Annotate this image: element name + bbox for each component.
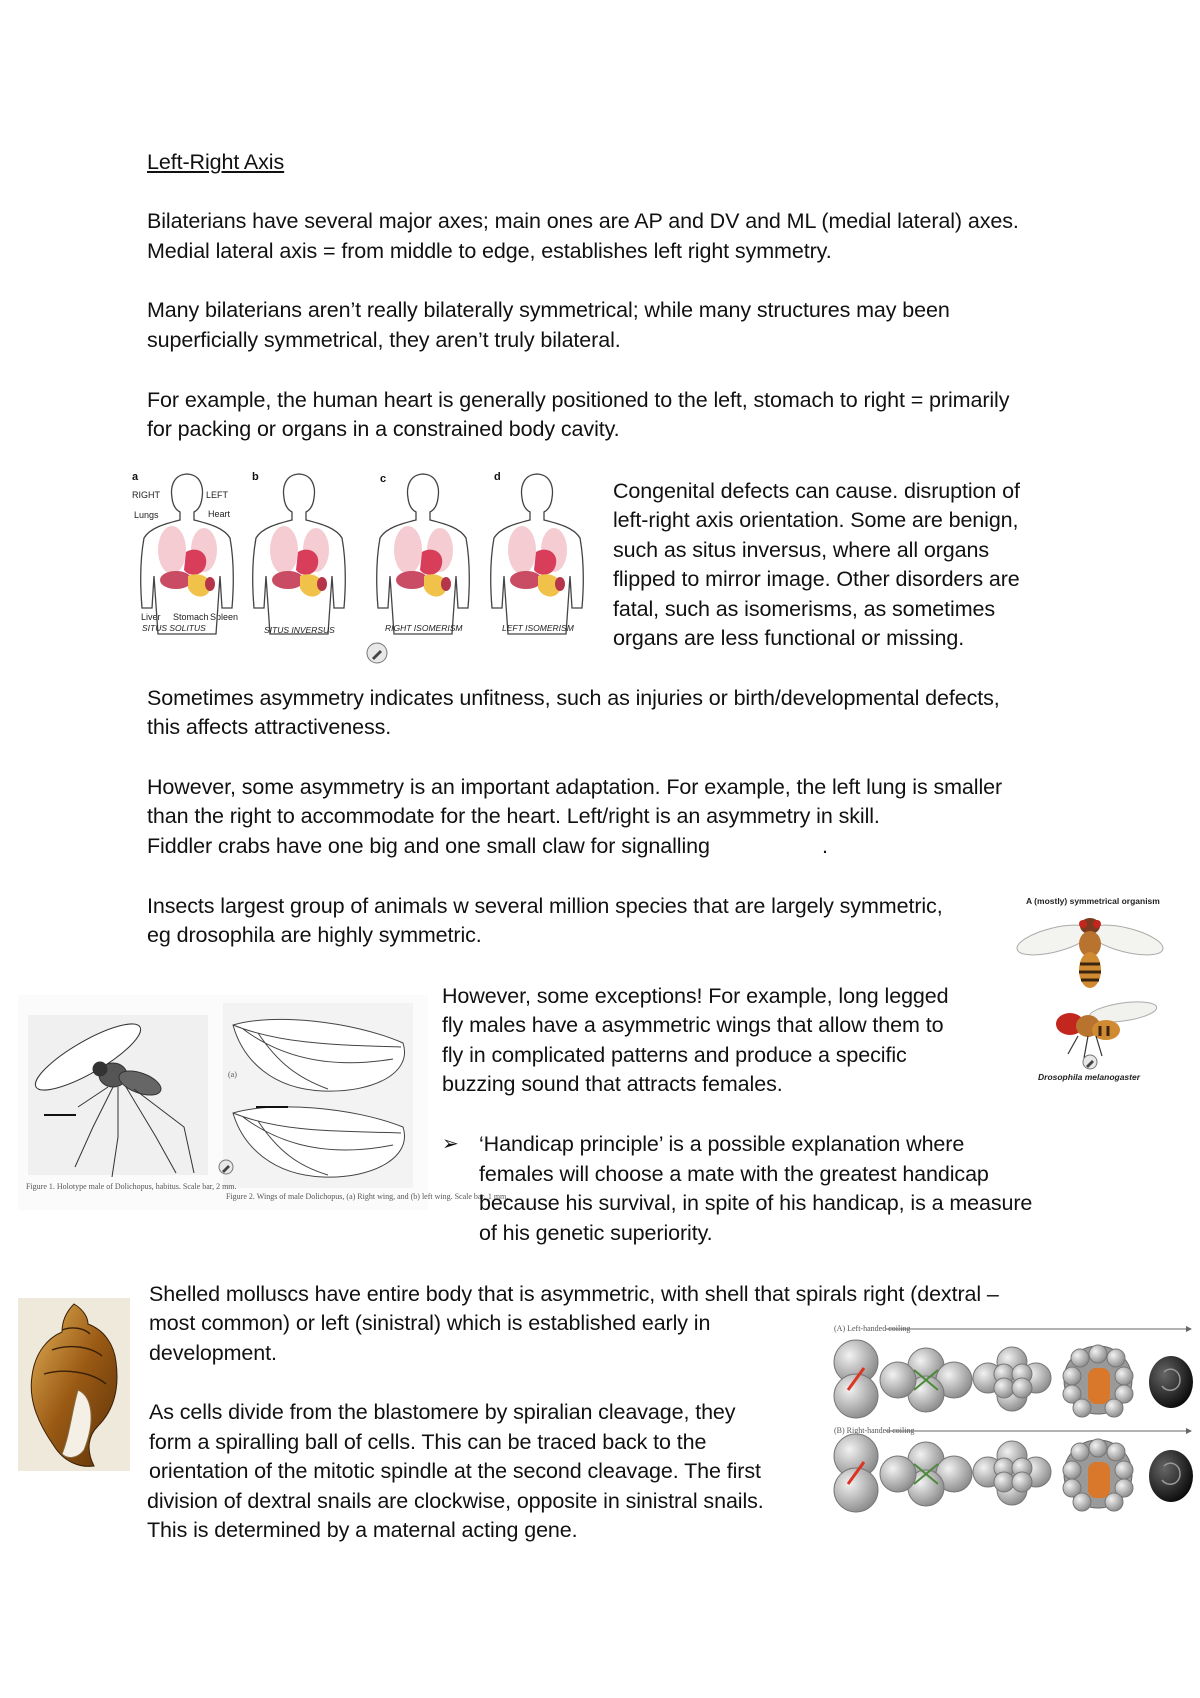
text-line: Insects largest group of animals w several million species that are largely symmetric, [147, 894, 943, 918]
text-line: most common) or left (sinistral) which is established early in [149, 1311, 711, 1335]
text-line: orientation of the mitotic spindle at the second cleavage. The first [149, 1459, 761, 1483]
figure-caption: SITUS INVERSUS [264, 625, 335, 635]
long-legged-fly-figure [18, 995, 509, 1210]
label-heart: Heart [208, 509, 231, 519]
text-line: Sometimes asymmetry indicates unfitness, such as injuries or birth/developmental defects, [147, 686, 1000, 710]
text-line: Many bilaterians aren’t really bilaterally symmetrical; while many structures may been [147, 298, 950, 322]
label-lungs: Lungs [134, 510, 159, 520]
text-line: Shelled molluscs have entire body that is asymmetric, with shell that spirals right (dextral – [149, 1282, 999, 1306]
bullet-text-line: ‘Handicap principle’ is a possible explanation where [479, 1132, 965, 1156]
row-label: (A) Left-handed coiling [834, 1324, 911, 1333]
spiral-cleavage-figure [826, 1322, 1196, 1528]
text-line: division of dextral snails are clockwise, opposite in sinistral snails. [147, 1489, 764, 1513]
figure-title: A (mostly) symmetrical organism [1026, 896, 1160, 906]
text-line: . [822, 834, 828, 858]
fly-lateral-illustration [1056, 998, 1158, 1058]
drosophila-figure [1008, 890, 1170, 1086]
label-left: LEFT [206, 490, 229, 500]
fly-dorsal-illustration [1014, 918, 1166, 988]
text-line: Congenital defects can cause. disruption of [613, 479, 1020, 503]
figure-caption: RIGHT ISOMERISM [385, 623, 463, 633]
label-right: RIGHT [132, 490, 160, 500]
text-line: Fiddler crabs have one big and one small claw for signalling [147, 834, 710, 858]
figure-caption: LEFT ISOMERISM [502, 623, 574, 633]
text-line: buzzing sound that attracts females. [442, 1072, 783, 1096]
text-line: superficially symmetrical, they aren’t truly bilateral. [147, 328, 621, 352]
panel-letter: c [380, 473, 387, 485]
text-line: Bilaterians have several major axes; main ones are AP and DV and ML (medial lateral) axes. [147, 209, 1019, 233]
text-line: this affects attractiveness. [147, 715, 392, 739]
pencil-icon [1083, 1055, 1097, 1069]
bullet-text-line: of his genetic superiority. [479, 1221, 713, 1245]
text-line: left-right axis orientation. Some are benign, [613, 508, 1019, 532]
text-line: As cells divide from the blastomere by spiralian cleavage, they [149, 1400, 736, 1424]
text-line: fly in complicated patterns and produce a specific [442, 1043, 907, 1067]
figure-caption: Figure 2. Wings of male Dolichopus, (a) Right wing, and (b) left wing. Scale bar, 1 mm. [226, 1192, 509, 1201]
text-line: flipped to mirror image. Other disorders are [613, 567, 1020, 591]
figure-caption: SITUS SOLITUS [142, 623, 206, 633]
label-spleen: Spleen [210, 612, 239, 622]
text-line: However, some asymmetry is an important adaptation. For example, the left lung is smaller [147, 775, 1003, 799]
label-stomach: Stomach [173, 612, 209, 622]
figure-caption: Drosophila melanogaster [1038, 1072, 1141, 1082]
bullet-arrow-icon: ➢ [442, 1133, 459, 1155]
text-line: organs are less functional or missing. [613, 626, 965, 650]
text-line: fatal, such as isomerisms, as sometimes [613, 597, 996, 621]
pencil-icon [219, 1160, 233, 1174]
panel-label: (a) [228, 1070, 237, 1079]
label-liver: Liver [141, 612, 161, 622]
text-line: This is determined by a maternal acting gene. [147, 1518, 578, 1542]
bullet-text-line: because his survival, in spite of his handicap, is a measure [479, 1191, 1033, 1215]
panel-letter: a [132, 471, 139, 483]
row-label: (B) Right-handed coiling [834, 1426, 915, 1435]
text-line: development. [149, 1341, 277, 1365]
text-line: such as situs inversus, where all organs [613, 538, 990, 562]
text-line: However, some exceptions! For example, long legged [442, 984, 949, 1008]
text-line: fly males have a asymmetric wings that allow them to [442, 1013, 944, 1037]
page-title: Left-Right Axis [147, 150, 285, 174]
figure-caption: Figure 1. Holotype male of Dolichopus, habitus. Scale bar, 2 mm. [26, 1182, 237, 1191]
pencil-icon [367, 643, 387, 663]
bullet-text-line: females will choose a mate with the greatest handicap [479, 1162, 989, 1186]
text-line: for packing or organs in a constrained body cavity. [147, 417, 620, 441]
text-line: Medial lateral axis = from middle to edge, establishes left right symmetry. [147, 239, 832, 263]
snail-shell-image [18, 1298, 130, 1471]
situs-figure [128, 468, 590, 666]
text-line: For example, the human heart is generally positioned to the left, stomach to right = primarily [147, 388, 1010, 412]
panel-letter: d [494, 471, 501, 483]
text-line: than the right to accommodate for the heart. Left/right is an asymmetry in skill. [147, 804, 880, 828]
panel-letter: b [252, 471, 259, 483]
text-line: eg drosophila are highly symmetric. [147, 923, 482, 947]
text-line: form a spiralling ball of cells. This can be traced back to the [149, 1430, 707, 1454]
